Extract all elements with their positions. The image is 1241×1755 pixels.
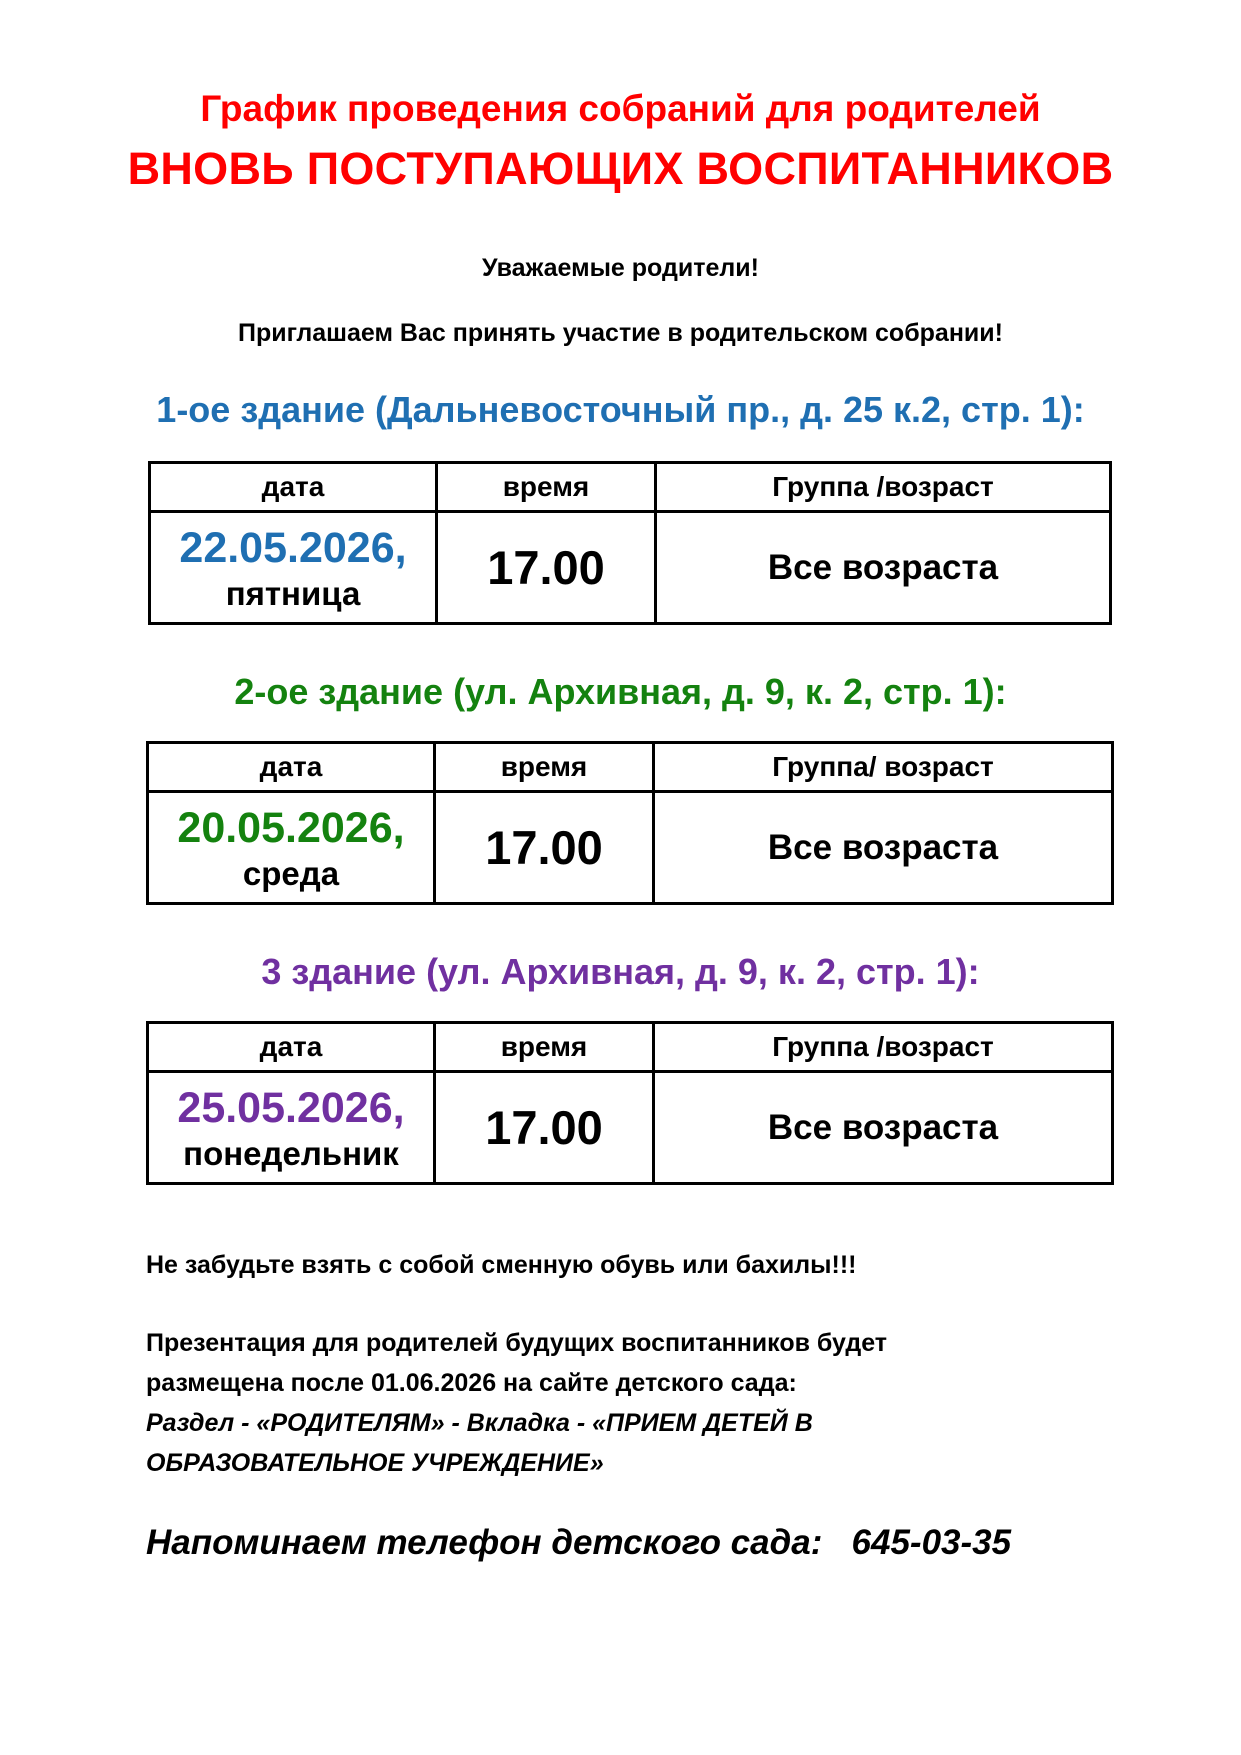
building-1-schedule-table	[148, 461, 1112, 625]
page-title: График проведения собраний для родителей	[200, 88, 1041, 129]
date-cell	[150, 512, 437, 624]
table-row	[148, 792, 1113, 904]
meeting-weekday: среда	[242, 854, 340, 892]
greeting-text: Уважаемые родители!	[482, 254, 759, 282]
building-1-heading: 1-ое здание (Дальневосточный пр., д. 25 к.2, стр. 1):	[156, 389, 1085, 430]
table-header-row	[148, 743, 1113, 792]
building-2-heading: 2-ое здание (ул. Архивная, д. 9, к. 2, стр. 1):	[234, 671, 1007, 712]
presentation-note-line2: размещена после 01.06.2026 на сайте детского сада:	[146, 1369, 797, 1397]
meeting-date: 25.05.2026,	[177, 1083, 405, 1132]
table-header-row	[148, 1023, 1113, 1072]
header-group: Группа /возраст	[656, 463, 1111, 512]
meeting-time: 17.00	[435, 1072, 654, 1184]
meeting-weekday: пятница	[225, 574, 361, 612]
date-cell	[148, 792, 435, 904]
header-time: время	[435, 1023, 654, 1072]
meeting-time: 17.00	[437, 512, 656, 624]
meeting-date: 22.05.2026,	[179, 523, 407, 572]
header-group: Группа/ возраст	[654, 743, 1113, 792]
header-time: время	[435, 743, 654, 792]
header-time: время	[437, 463, 656, 512]
table-row	[150, 512, 1111, 624]
website-section-line1: Раздел - «РОДИТЕЛЯМ» - Вкладка - «ПРИЕМ ДЕТЕЙ В	[146, 1409, 813, 1437]
building-3-heading: 3 здание (ул. Архивная, д. 9, к. 2, стр. 1):	[261, 951, 980, 992]
shoes-reminder: Не забудьте взять с собой сменную обувь или бахилы!!!	[146, 1251, 857, 1279]
meeting-date: 20.05.2026,	[177, 803, 405, 852]
date-cell	[148, 1072, 435, 1184]
header-date: дата	[148, 1023, 435, 1072]
table-header-row	[150, 463, 1111, 512]
meeting-group: Все возраста	[654, 1072, 1113, 1184]
meeting-group: Все возраста	[654, 792, 1113, 904]
presentation-note-line1: Презентация для родителей будущих воспитанников будет	[146, 1329, 888, 1357]
header-group: Группа /возраст	[654, 1023, 1113, 1072]
header-date: дата	[148, 743, 435, 792]
building-3-schedule-table	[146, 1021, 1114, 1185]
header-date: дата	[150, 463, 437, 512]
meeting-group: Все возраста	[656, 512, 1111, 624]
page-subtitle: ВНОВЬ ПОСТУПАЮЩИХ ВОСПИТАННИКОВ	[127, 143, 1114, 194]
building-2-schedule-table	[146, 741, 1114, 905]
table-row	[148, 1072, 1113, 1184]
invitation-text: Приглашаем Вас принять участие в родительском собрании!	[237, 319, 1003, 347]
meeting-time: 17.00	[435, 792, 654, 904]
phone-reminder: Напоминаем телефон детского сада: 645-03-35	[146, 1523, 1012, 1562]
meeting-weekday: понедельник	[183, 1134, 399, 1172]
website-section-line2: ОБРАЗОВАТЕЛЬНОЕ УЧРЕЖДЕНИЕ»	[146, 1449, 604, 1477]
